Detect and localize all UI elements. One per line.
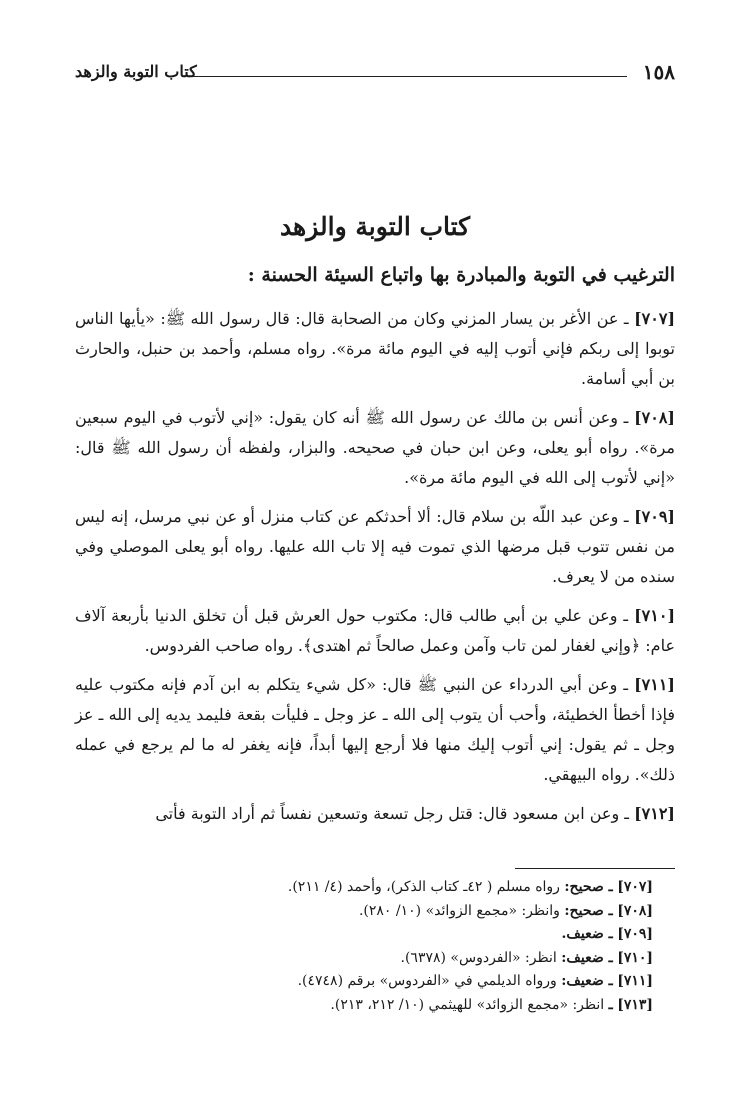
footnote xyxy=(75,970,653,994)
hadith-number: [٧٠٩] xyxy=(634,507,675,526)
hadith-text: ـ وعن أبي الدرداء عن النبي ﷺ قال: «كل شيء يتكلم به ابن آدم فإنه مكتوب عليه فإذا أخطأ الخطيئة، وأحب أن يتوب إلى الله ـ عز وجل ـ فليأت بقعة فليمد يديه إلى الله ـ عز وجل ـ ثم يقول: إني أتوب إليك منها فلا أرجع إليها أبداً، فإنه يغفر له ما لم يرجع في عمله ذلك». رواه البيهقي. xyxy=(75,675,675,784)
hadith-number: [٧١١] xyxy=(634,675,675,694)
footnote-grade: ـ ضعيف: xyxy=(561,949,613,966)
hadith-list xyxy=(75,304,675,838)
hadith-text: ـ عن الأغر بن يسار المزني وكان من الصحابة قال: قال رسول الله ﷺ: «يأيها الناس توبوا إلى ربكم فإني أتوب إليه في اليوم مائة مرة». رواه مسلم، وأحمد بن حنبل، والحارث بن أبي أسامة. xyxy=(75,309,675,388)
page-number: ١٥٨ xyxy=(642,60,675,84)
hadith-text: ـ وعن عبد اللّه بن سلام قال: ألا أحدثكم عن كتاب منزل أو عن نبي مرسل، إنه ليس من نفس تتوب قبل مرضها الذي تموت فيه إلا تاب الله عليها. رواه أبو يعلى الموصلي وفي سنده من لا يعرف. xyxy=(75,507,675,586)
hadith-number: [٧٠٨] xyxy=(634,408,675,427)
footnote xyxy=(75,900,653,924)
hadith-entry xyxy=(75,799,675,829)
footnote-text: رواه مسلم ( ٤٢ـ كتاب الذكر)، وأحمد (٤/ ٢١١). xyxy=(287,879,560,895)
hadith-number: [٧٠٧] xyxy=(634,309,676,328)
footnote-text: ورواه الديلمي في «الفردوس» برقم (٤٧٤٨). xyxy=(297,973,557,989)
running-header xyxy=(75,60,675,88)
footnote xyxy=(75,947,653,971)
hadith-number: [٧١٢] xyxy=(634,804,675,823)
footnote xyxy=(75,876,653,900)
footnote-text: انظر: «الفردوس» (٦٣٧٨). xyxy=(400,949,557,966)
hadith-entry xyxy=(75,502,675,592)
footnote-ref: [٧٠٩] xyxy=(617,926,653,942)
footnote xyxy=(75,923,653,947)
hadith-number: [٧١٠] xyxy=(634,606,676,625)
footnote-ref: [٧١٣] xyxy=(617,996,653,1013)
footnote-ref: [٧١١] xyxy=(617,973,653,989)
footnote-ref: [٧٠٧] xyxy=(617,879,653,895)
footnote-text: وانظر: «مجمع الزوائد» (١٠/ ٢٨٠). xyxy=(358,902,560,919)
hadith-entry xyxy=(75,670,675,790)
footnote-grade: ـ ضعيف: xyxy=(561,973,613,989)
footnotes xyxy=(75,876,675,1017)
hadith-entry xyxy=(75,403,675,493)
footnote-ref: [٧٠٨] xyxy=(617,902,653,919)
footnote-separator xyxy=(515,868,675,869)
footnote-grade: ـ صحيح: xyxy=(564,902,613,919)
running-header-title: كتاب التوبة والزهد xyxy=(75,62,197,81)
hadith-text: ـ وعن ابن مسعود قال: قتل رجل تسعة وتسعين نفساً ثم أراد التوبة فأتى xyxy=(155,804,629,823)
hadith-entry xyxy=(75,601,675,661)
footnote xyxy=(75,994,653,1018)
hadith-text: ـ وعن أنس بن مالك عن رسول الله ﷺ أنه كان يقول: «إني لأتوب في اليوم سبعين مرة». رواه أبو يعلى، وعن ابن حبان في صحيحه. والبزار، ولفظه أن رسول الله ﷺ قال: «إني لأتوب إلى الله في اليوم مائة مرة». xyxy=(75,408,675,487)
footnote-grade: ـ ضعيف. xyxy=(561,926,613,942)
book-title: كتاب التوبة والزهد xyxy=(279,212,471,241)
footnote-text: انظر: «مجمع الزوائد» للهيثمي (١٠/ ٢١٢، ٢١٣). xyxy=(330,996,605,1013)
footnote-grade: ـ صحيح: xyxy=(564,879,613,895)
section-heading: الترغيب في التوبة والمبادرة بها واتباع السيئة الحسنة : xyxy=(247,264,675,286)
hadith-text: ـ وعن علي بن أبي طالب قال: مكتوب حول العرش قبل أن تخلق الدنيا بأربعة آلاف عام: ﴿وإني لغفار لمن تاب وآمن وعمل صالحاً ثم اهتدى﴾. رواه صاحب الفردوس. xyxy=(75,606,675,655)
footnote-ref: [٧١٠] xyxy=(617,949,653,966)
hadith-entry xyxy=(75,304,675,394)
footnote-grade: ـ xyxy=(608,996,613,1013)
header-rule xyxy=(193,76,627,77)
